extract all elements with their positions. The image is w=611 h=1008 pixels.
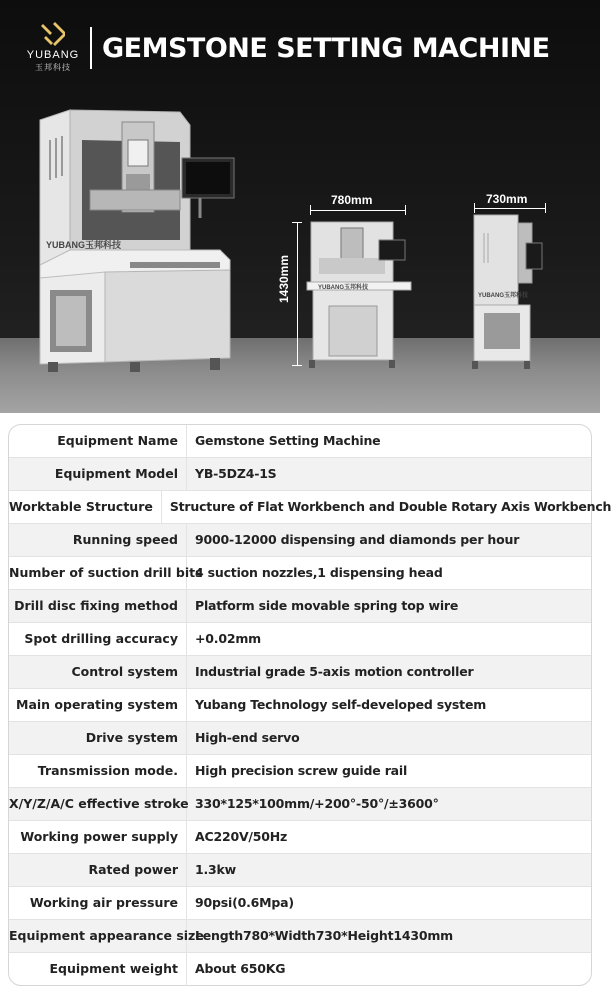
spec-label: Transmission mode. [9, 755, 187, 787]
spec-value: High precision screw guide rail [195, 763, 408, 778]
machine-front-logo: YUBANG玉邦科技 [318, 285, 369, 291]
spec-label: Equipment Model [9, 458, 187, 490]
machine-front-illustration [305, 218, 415, 368]
spec-label: Equipment Name [9, 425, 187, 457]
spec-table [8, 424, 611, 986]
title-divider [90, 27, 92, 69]
spec-value: 1.3kw [195, 862, 237, 877]
dim-width-tick-left [310, 205, 311, 215]
spec-row [9, 623, 591, 656]
spec-row [9, 458, 591, 491]
dim-height-tick-top [292, 222, 302, 223]
spec-value: 4 suction nozzles,1 dispensing head [195, 565, 443, 580]
spec-value: 330*125*100mm/+200°-50°/±3600° [195, 796, 439, 811]
spec-row [9, 920, 591, 953]
spec-row [9, 524, 591, 557]
dim-width-line [310, 210, 406, 211]
spec-row [9, 425, 591, 458]
machine-side-view-logo: YUBANG玉邦科技 [478, 293, 529, 299]
spec-value: Industrial grade 5-axis motion controller [195, 664, 474, 679]
spec-label: Main operating system [9, 689, 187, 721]
dim-height-label: 1430mm [277, 254, 292, 304]
spec-label: Worktable Structure [9, 491, 162, 523]
spec-row [9, 755, 591, 788]
dim-depth-tick-left [474, 203, 475, 213]
machine-side-logo: YUBANG玉邦科技 [46, 240, 122, 250]
spec-label: Working air pressure [9, 887, 187, 919]
spec-label: Equipment appearance size [9, 920, 187, 952]
dim-depth-tick-right [545, 203, 546, 213]
brand-name: YUBANG [26, 49, 80, 61]
spec-value: Length780*Width730*Height1430mm [195, 928, 454, 943]
spec-label: Control system [9, 656, 187, 688]
spec-value: AC220V/50Hz [195, 829, 288, 844]
spec-label: Rated power [9, 854, 187, 886]
spec-value: About 650KG [195, 961, 286, 976]
spec-row [9, 821, 591, 854]
page-title: GEMSTONE SETTING MACHINE [102, 33, 550, 64]
dim-height-tick-bottom [292, 365, 302, 366]
spec-row [9, 656, 591, 689]
spec-label: Number of suction drill bits [9, 557, 187, 589]
dim-width-label: 780mm [331, 193, 373, 207]
spec-label: Drive system [9, 722, 187, 754]
dim-depth-line [474, 208, 546, 209]
dim-depth-label: 730mm [486, 192, 528, 206]
dim-width-tick-right [405, 205, 406, 215]
spec-row [9, 590, 591, 623]
spec-row [9, 854, 591, 887]
spec-value: High-end servo [195, 730, 300, 745]
spec-row [9, 788, 591, 821]
spec-value: Gemstone Setting Machine [195, 433, 381, 448]
spec-label: Drill disc fixing method [9, 590, 187, 622]
brand-logo [22, 22, 84, 72]
yubang-logo-icon [39, 22, 67, 48]
spec-value: +0.02mm [195, 631, 261, 646]
spec-label: Running speed [9, 524, 187, 556]
spec-label: Equipment weight [9, 953, 187, 986]
spec-value: Platform side movable spring top wire [195, 598, 459, 613]
spec-value: 9000-12000 dispensing and diamonds per hour [195, 532, 520, 547]
spec-row [9, 887, 591, 920]
spec-value: 90psi(0.6Mpa) [195, 895, 294, 910]
dim-height-line [297, 222, 298, 366]
spec-value: Yubang Technology self-developed system [195, 697, 487, 712]
spec-label: Working power supply [9, 821, 187, 853]
spec-value: Structure of Flat Workbench and Double Rotary Axis Workbench [169, 499, 611, 514]
spec-row [9, 557, 591, 590]
spec-value: YB-5DZ4-1S [195, 466, 277, 481]
spec-row [9, 953, 591, 986]
brand-cn: 玉邦科技 [35, 63, 71, 72]
spec-label: X/Y/Z/A/C effective stroke [9, 788, 187, 820]
spec-row [9, 491, 611, 524]
spec-row [9, 722, 591, 755]
product-hero [0, 0, 600, 413]
spec-row [9, 689, 591, 722]
spec-label: Spot drilling accuracy [9, 623, 187, 655]
